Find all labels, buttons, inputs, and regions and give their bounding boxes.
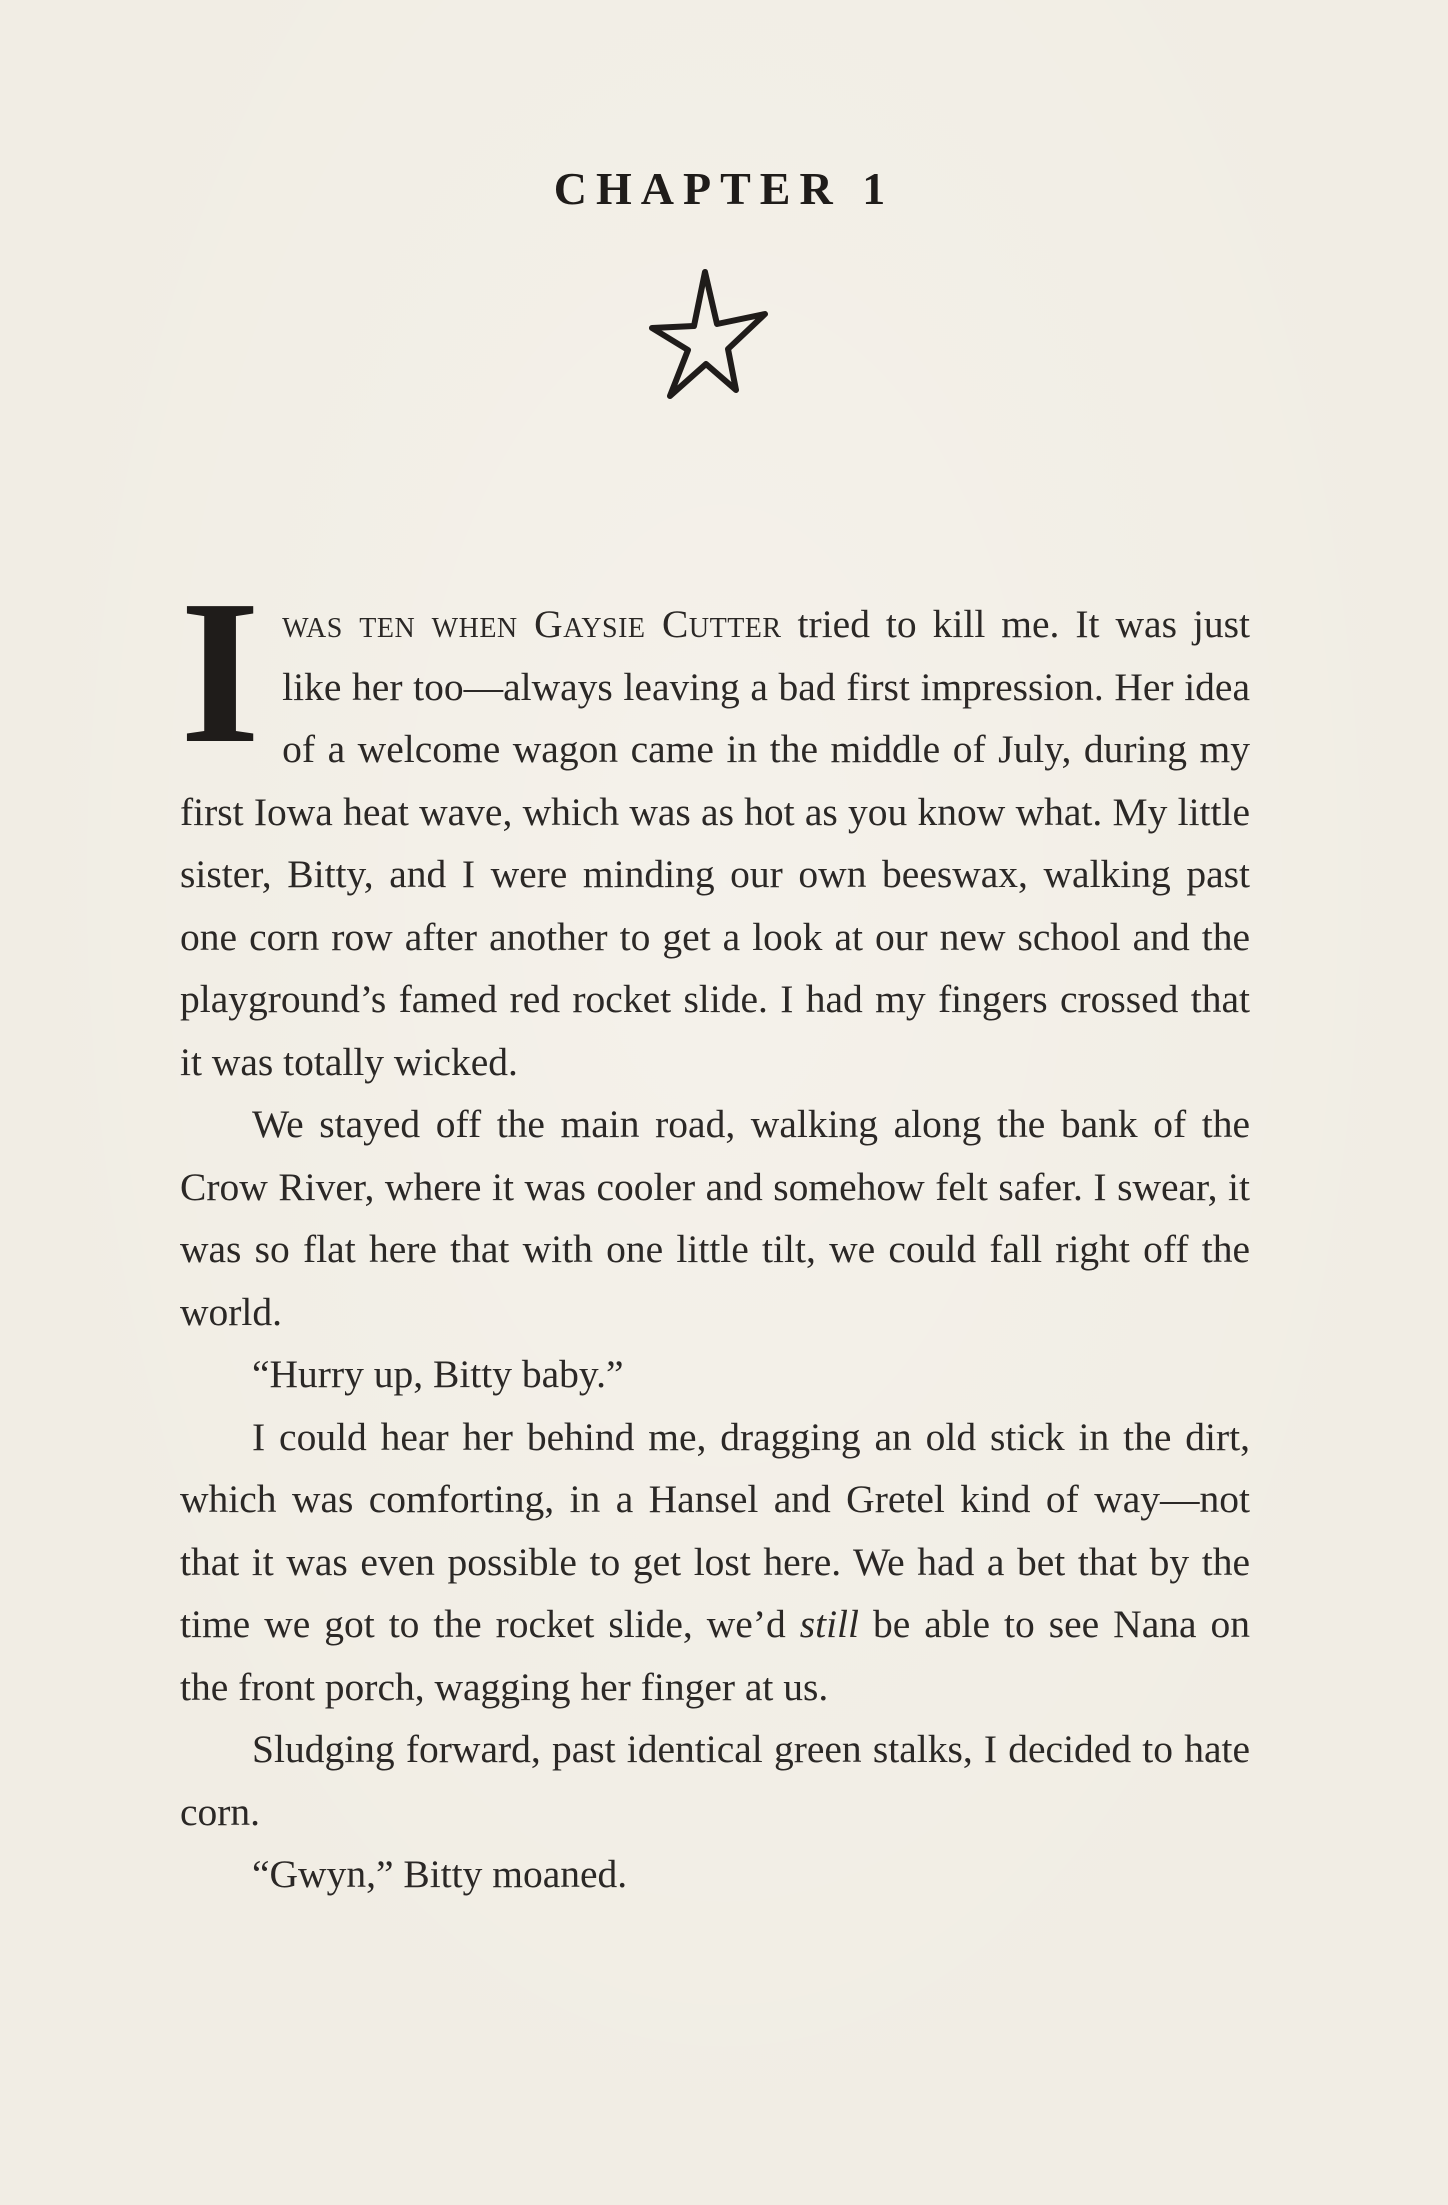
- hand-drawn-star-icon: [648, 262, 768, 412]
- opening-small-caps: was ten when Gaysie Cutter: [282, 602, 782, 646]
- paragraph: “Hurry up, Bitty baby.”: [252, 1352, 624, 1396]
- hansel-text-after: be able to see Nana on the front porch, wagging her finger at us.: [180, 1602, 1250, 1709]
- opening-paragraph: [180, 557, 1251, 1093]
- hansel-text-before: I could hear her behind me, dragging an old stick in the dirt, which was comforting, in a Hansel and Gretel kind of way—not that it was even possible to get lost here. We had a bet that by the time we got to the rocket slide, we’d: [180, 1414, 1250, 1646]
- hansel-paragraph: [180, 1406, 1250, 1719]
- chapter-body: [180, 557, 1251, 1906]
- emphasis-still: still: [799, 1602, 860, 1646]
- paragraph: We stayed off the main road, walking along the bank of the Crow River, where it was cooler and somehow felt safer. I swear, it was so flat here that with one little tilt, we could fall right off the world.: [180, 1102, 1250, 1334]
- opening-text: tried to kill me. It was just like her too—always leaving a bad first impression. Her idea of a welcome wagon came in the middle of July, during my first Iowa heat wave, which was as hot as you know what. My little sister, Bitty, and I were minding our own beeswax, walking past one corn row after another to get a look at our new school and the playground’s famed red rocket slide. I had my fingers crossed that it was totally wicked.: [180, 602, 1251, 1084]
- star-ornament: [648, 262, 768, 412]
- paragraph: Sludging forward, past identical green stalks, I decided to hate corn.: [180, 1727, 1250, 1834]
- drop-cap: I: [180, 557, 261, 786]
- chapter-heading: CHAPTER 1: [553, 163, 895, 214]
- paragraph: “Gwyn,” Bitty moaned.: [252, 1852, 628, 1896]
